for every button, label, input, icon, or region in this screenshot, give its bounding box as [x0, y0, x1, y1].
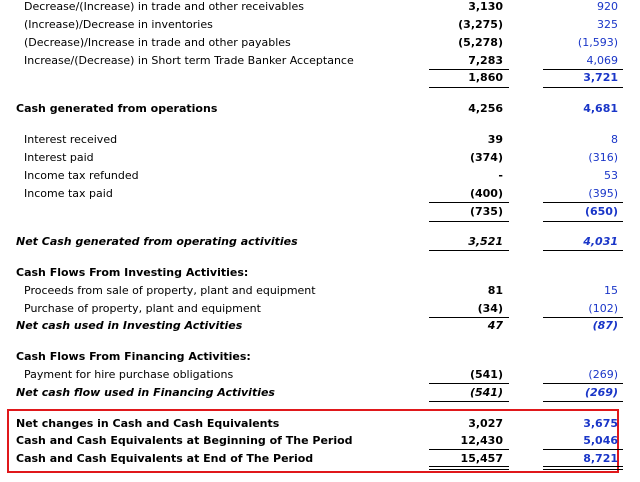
- statement-row: [0, 432, 640, 450]
- rule: [429, 87, 509, 88]
- row-label: Payment for hire purchase obligations: [24, 368, 234, 381]
- prior-value: (269): [588, 368, 618, 381]
- current-value: (374): [469, 151, 503, 164]
- rule: [429, 250, 509, 251]
- prior-value: 4,069: [586, 54, 618, 67]
- prior-value: (316): [588, 151, 618, 164]
- row-label: Cash and Cash Equivalents at End of The Period: [16, 452, 314, 465]
- double-rule: [429, 466, 509, 470]
- statement-row: [0, 233, 640, 251]
- row-label: Cash Flows From Investing Activities:: [16, 266, 249, 279]
- current-value: 4,256: [468, 102, 503, 115]
- current-value: (541): [469, 386, 503, 399]
- row-label: Interest received: [24, 133, 118, 146]
- current-value: 3,027: [468, 417, 503, 430]
- rule: [543, 87, 623, 88]
- current-value: (5,278): [458, 36, 503, 49]
- subtotal-row: [0, 69, 640, 87]
- current-value: (400): [469, 187, 503, 200]
- current-value: 1,860: [468, 71, 503, 84]
- row-label: Cash and Cash Equivalents at Beginning of The Period: [16, 434, 353, 447]
- prior-value: 5,046: [583, 434, 618, 447]
- row-label: Net changes in Cash and Cash Equivalents: [16, 417, 280, 430]
- prior-value: 325: [597, 18, 618, 31]
- rule: [543, 401, 623, 402]
- statement-row: [0, 34, 640, 52]
- prior-value: (1,593): [577, 36, 618, 49]
- current-value: 3,521: [468, 235, 503, 248]
- current-value: 12,430: [460, 434, 503, 447]
- row-label: Purchase of property, plant and equipment: [24, 302, 261, 315]
- statement-row: [0, 185, 640, 203]
- prior-value: 920: [597, 0, 618, 13]
- row-label: Net cash used in Investing Activities: [16, 319, 243, 332]
- current-value: -: [498, 169, 503, 182]
- current-value: (34): [477, 302, 503, 315]
- row-label: Income tax paid: [24, 187, 113, 200]
- double-rule: [543, 466, 623, 470]
- prior-value: (269): [584, 386, 618, 399]
- prior-value: (102): [588, 302, 618, 315]
- statement-row: [0, 52, 640, 70]
- row-label: Cash Flows From Financing Activities:: [16, 350, 251, 363]
- prior-value: 3,675: [583, 417, 618, 430]
- statement-row: [0, 384, 640, 402]
- prior-value: (87): [592, 319, 618, 332]
- current-value: 15,457: [460, 452, 503, 465]
- rule: [429, 401, 509, 402]
- prior-value: 4,681: [583, 102, 618, 115]
- row-label: Proceeds from sale of property, plant and equipment: [24, 284, 316, 297]
- current-value: 47: [487, 319, 503, 332]
- subtotal-row: [0, 203, 640, 221]
- rule: [429, 221, 509, 222]
- current-value: (735): [469, 205, 503, 218]
- statement-row: [0, 282, 640, 300]
- statement-row: [0, 149, 640, 167]
- row-label: Income tax refunded: [24, 169, 139, 182]
- row-label: Interest paid: [24, 151, 94, 164]
- prior-value: 15: [604, 284, 618, 297]
- statement-row: [0, 16, 640, 34]
- statement-row: [0, 167, 640, 185]
- statement-row: [0, 131, 640, 149]
- row-label: Net cash flow used in Financing Activities: [16, 386, 275, 399]
- prior-value: 3,721: [583, 71, 618, 84]
- row-label: (Decrease)/Increase in trade and other payables: [24, 36, 291, 49]
- row-label: Cash generated from operations: [16, 102, 218, 115]
- rule: [543, 250, 623, 251]
- statement-row: [0, 317, 640, 335]
- current-value: (541): [469, 368, 503, 381]
- rule: [543, 221, 623, 222]
- current-value: 81: [487, 284, 503, 297]
- current-value: 39: [487, 133, 503, 146]
- prior-value: 53: [604, 169, 618, 182]
- row-label: Net Cash generated from operating activities: [16, 235, 298, 248]
- row-label: (Increase)/Decrease in inventories: [24, 18, 213, 31]
- prior-value: (650): [584, 205, 618, 218]
- section-heading: [0, 348, 640, 366]
- prior-value: 4,031: [583, 235, 618, 248]
- statement-row: [0, 100, 640, 118]
- prior-value: (395): [588, 187, 618, 200]
- prior-value: 8: [611, 133, 618, 146]
- section-heading: [0, 264, 640, 282]
- statement-row: [0, 0, 640, 16]
- current-value: 3,130: [468, 0, 503, 13]
- current-value: (3,275): [458, 18, 503, 31]
- statement-row: [0, 300, 640, 318]
- row-label: Increase/(Decrease) in Short term Trade Banker Acceptance: [24, 54, 354, 67]
- row-label: Decrease/(Increase) in trade and other receivables: [24, 0, 304, 13]
- statement-row: [0, 415, 640, 433]
- current-value: 7,283: [468, 54, 503, 67]
- prior-value: 8,721: [583, 452, 618, 465]
- statement-row: [0, 366, 640, 384]
